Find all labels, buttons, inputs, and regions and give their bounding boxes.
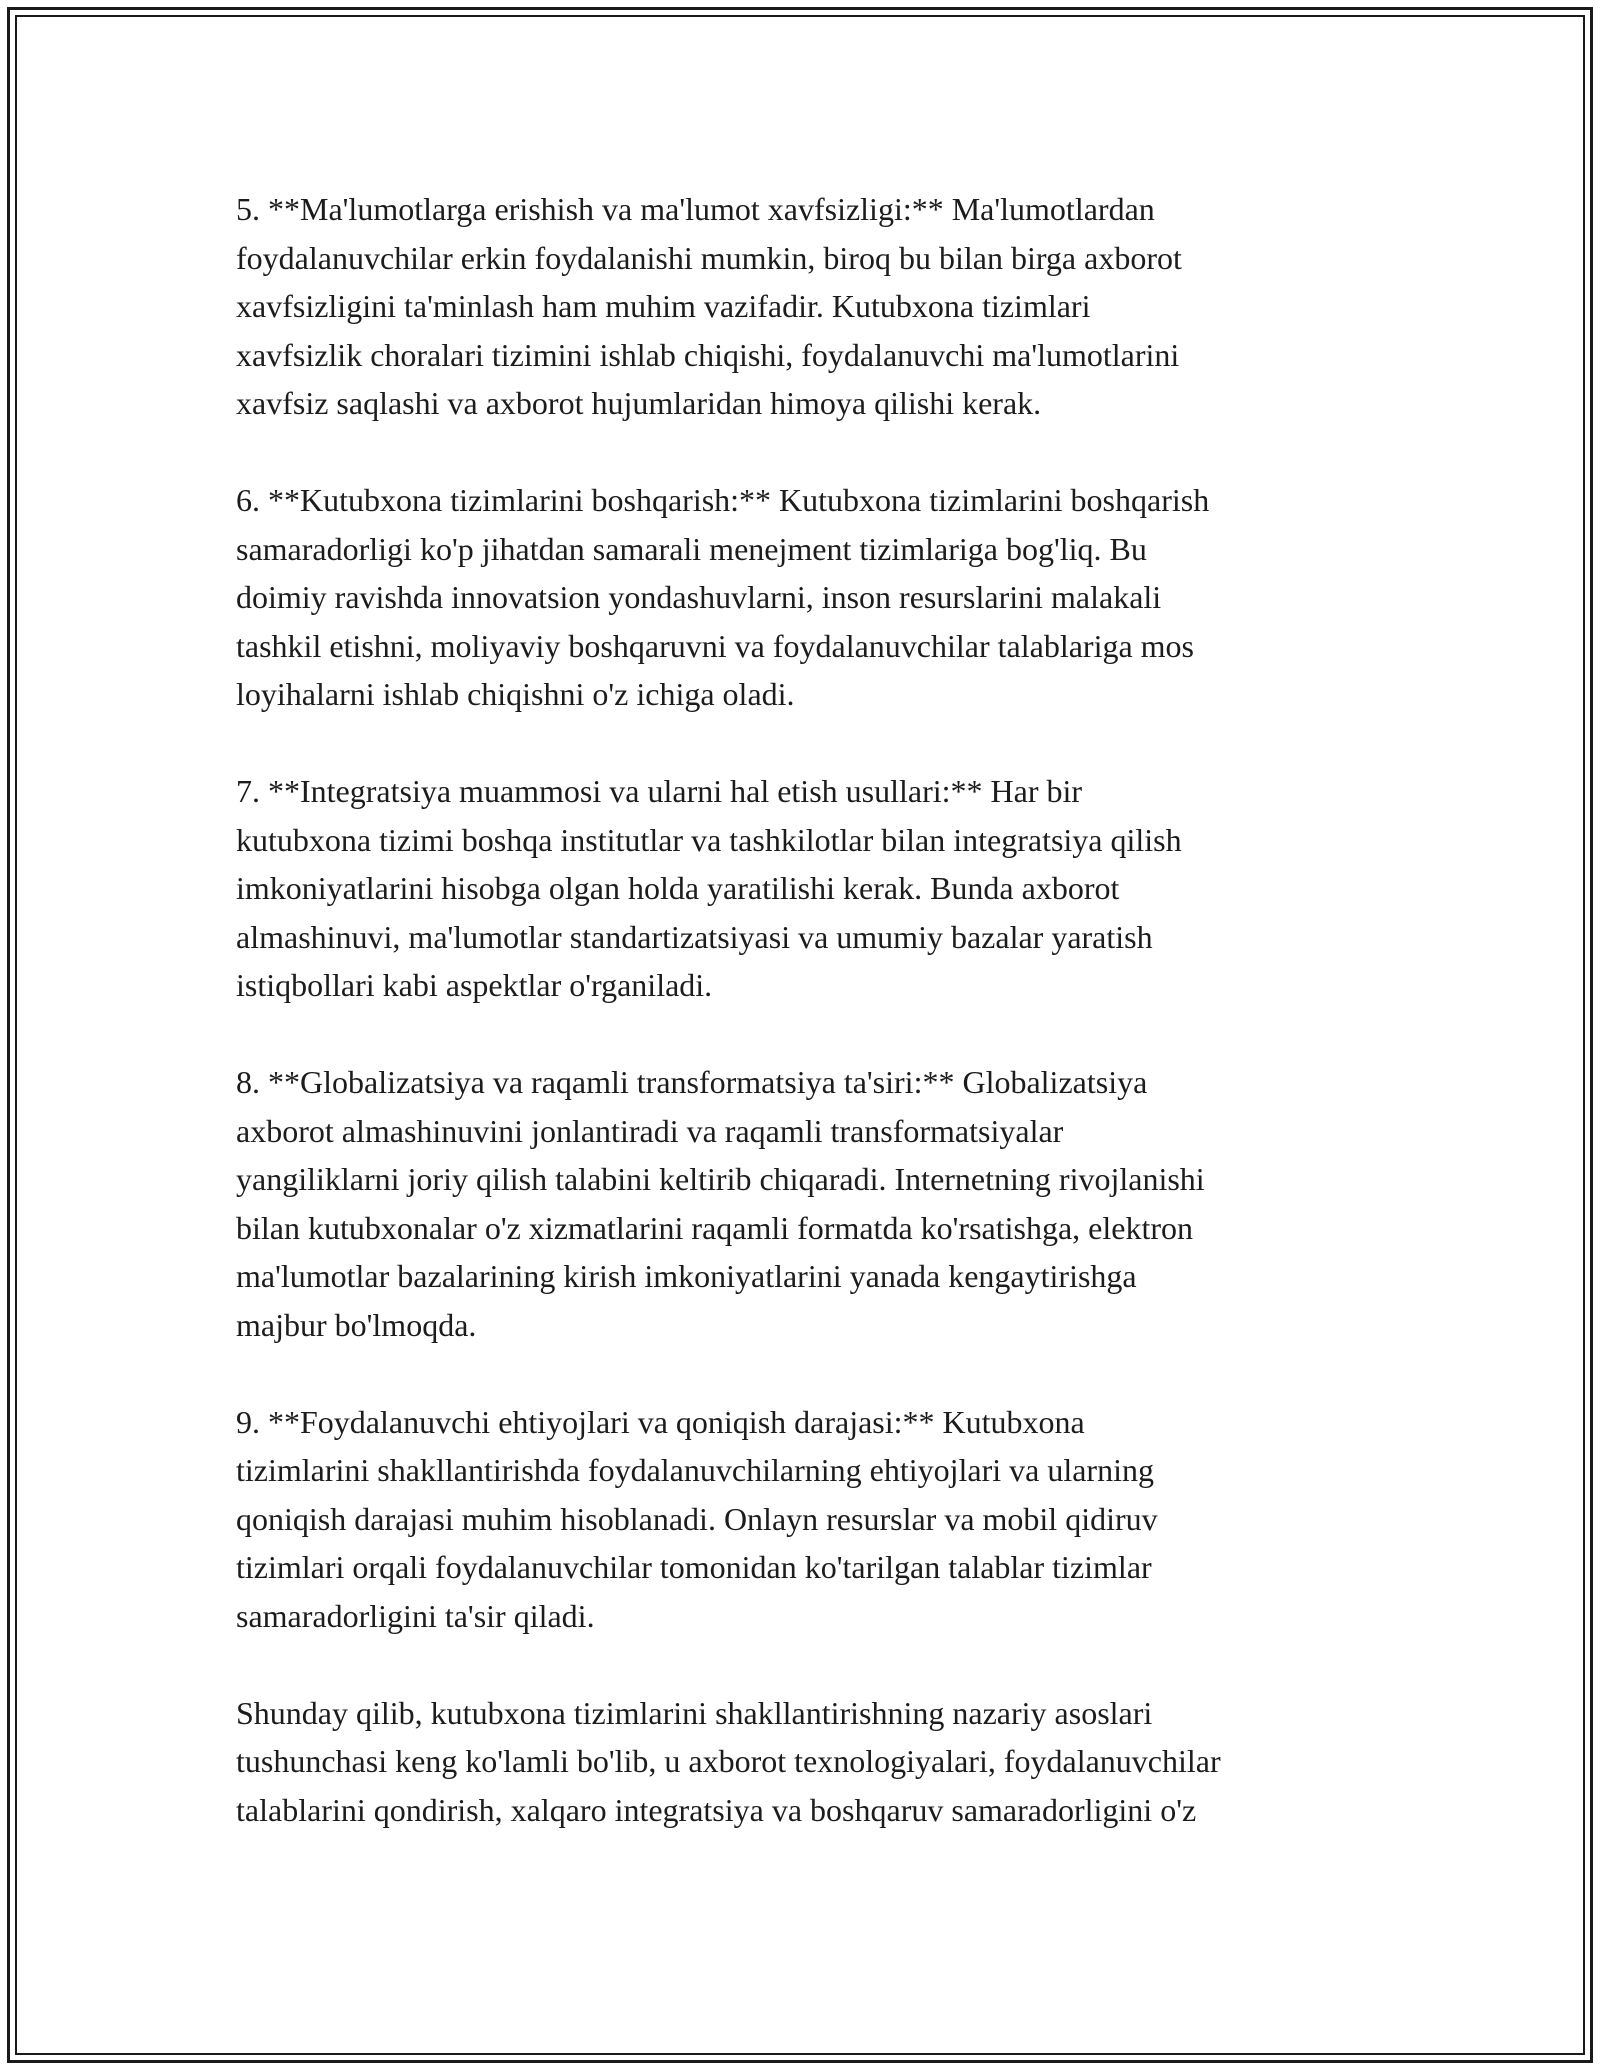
text-line: Shunday qilib, kutubxona tizimlarini shakllantirishning nazariy asoslari bbox=[236, 1694, 1153, 1731]
text-line: samaradorligini ta'sir qiladi. bbox=[236, 1597, 595, 1634]
text-line: 8. **Globalizatsiya va raqamli transformatsiya ta'siri:** Globalizatsiya bbox=[236, 1064, 1148, 1100]
document-body bbox=[236, 185, 1376, 1883]
paragraph-item-7 bbox=[236, 767, 1376, 1010]
text-line: samaradorligi ko'p jihatdan samarali menejment tizimlariga bog'liq. Bu bbox=[236, 530, 1147, 567]
text-line: almashinuvi, ma'lumotlar standartizatsiyasi va umumiy bazalar yaratish bbox=[236, 918, 1153, 955]
text-line: axborot almashinuvini jonlantiradi va raqamli transformatsiyalar bbox=[236, 1112, 1064, 1149]
text-line: xavfsiz saqlashi va axborot hujumlaridan himoya qilishi kerak. bbox=[236, 385, 1042, 421]
paragraph-item-6 bbox=[236, 476, 1376, 719]
text-line: xavfsizlik choralari tizimini ishlab chiqishi, foydalanuvchi ma'lumotlarini bbox=[236, 336, 1180, 373]
text-line: majbur bo'lmoqda. bbox=[236, 1306, 477, 1343]
text-line: talablarini qondirish, xalqaro integratsiya va boshqaruv samaradorligini o'z bbox=[236, 1791, 1197, 1828]
text-line: 5. **Ma'lumotlarga erishish va ma'lumot xavfsizligi:** Ma'lumotlardan bbox=[236, 191, 1155, 227]
text-line: doimiy ravishda innovatsion yondashuvlarni, inson resurslarini malakali bbox=[236, 579, 1162, 615]
paragraph-item-5 bbox=[236, 185, 1376, 428]
text-line: 6. **Kutubxona tizimlarini boshqarish:** Kutubxona tizimlarini boshqarish bbox=[236, 482, 1210, 518]
text-line: 7. **Integratsiya muammosi va ularni hal etish usullari:** Har bir bbox=[236, 773, 1083, 809]
paragraph-conclusion bbox=[236, 1689, 1376, 1835]
text-line: xavfsizligini ta'minlash ham muhim vazifadir. Kutubxona tizimlari bbox=[236, 288, 1091, 324]
text-line: tizimlarini shakllantirishda foydalanuvchilarning ehtiyojlari va ularning bbox=[236, 1452, 1154, 1488]
text-line: kutubxona tizimi boshqa institutlar va tashkilotlar bilan integratsiya qilish bbox=[236, 821, 1182, 858]
text-line: tizimlari orqali foydalanuvchilar tomonidan ko'tarilgan talablar tizimlar bbox=[236, 1549, 1152, 1585]
text-line: loyihalarni ishlab chiqishni o'z ichiga oladi. bbox=[236, 676, 795, 712]
text-line: tushunchasi keng ko'lamli bo'lib, u axborot texnologiyalari, foydalanuvchilar bbox=[236, 1743, 1221, 1779]
text-line: 9. **Foydalanuvchi ehtiyojlari va qoniqish darajasi:** Kutubxona bbox=[236, 1403, 1085, 1440]
paragraph-item-9 bbox=[236, 1398, 1376, 1641]
text-line: yangiliklarni joriy qilish talabini keltirib chiqaradi. Internetning rivojlanishi bbox=[236, 1161, 1205, 1197]
paragraph-item-8 bbox=[236, 1058, 1376, 1349]
text-line: tashkil etishni, moliyaviy boshqaruvni va foydalanuvchilar talablariga mos bbox=[236, 627, 1194, 664]
text-line: qoniqish darajasi muhim hisoblanadi. Onlayn resurslar va mobil qidiruv bbox=[236, 1500, 1158, 1537]
text-line: foydalanuvchilar erkin foydalanishi mumkin, biroq bu bilan birga axborot bbox=[236, 239, 1182, 276]
text-line: imkoniyatlarini hisobga olgan holda yaratilishi kerak. Bunda axborot bbox=[236, 870, 1120, 906]
text-line: bilan kutubxonalar o'z xizmatlarini raqamli formatda ko'rsatishga, elektron bbox=[236, 1209, 1193, 1246]
text-line: istiqbollari kabi aspektlar o'rganiladi. bbox=[236, 967, 713, 1003]
text-line: ma'lumotlar bazalarining kirish imkoniyatlarini yanada kengaytirishga bbox=[236, 1258, 1137, 1294]
